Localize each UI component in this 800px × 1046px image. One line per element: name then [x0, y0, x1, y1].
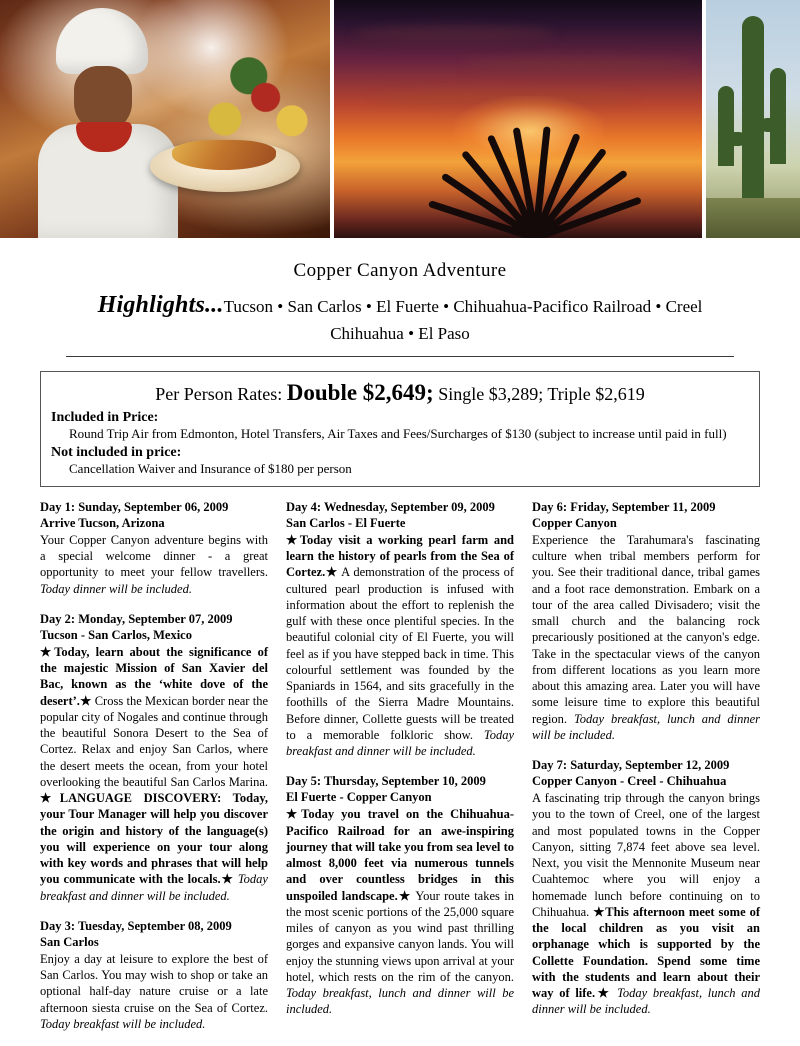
- itinerary-text-segment: ★Today visit a working pearl farm and learn the history of pearls from the Sea of Cortez.★: [286, 532, 514, 580]
- itinerary-day-date: Day 6: Friday, September 11, 2009: [532, 499, 716, 514]
- desert-brush-shape: [706, 198, 800, 238]
- itinerary-day: [532, 499, 760, 743]
- itinerary-text-segment: Today breakfast, lunch and dinner will be included.: [532, 986, 760, 1017]
- title-area: [0, 238, 800, 357]
- rates-other-prices: Single $3,289; Triple $2,619: [433, 384, 645, 405]
- included-in-price-label: Included in Price:: [51, 410, 159, 426]
- itinerary-day: [40, 611, 268, 904]
- plated-food-shape: [172, 140, 276, 170]
- itinerary-day-route: San Carlos: [40, 934, 99, 949]
- itinerary-text-segment: Today breakfast and dinner will be included.: [40, 872, 268, 903]
- itinerary-day-date: Day 5: Thursday, September 10, 2009: [286, 774, 486, 789]
- itinerary-day-title: [40, 918, 268, 950]
- itinerary-day-route: Copper Canyon - Creel - Chihuahua: [532, 774, 727, 789]
- itinerary-text-segment: Today breakfast and dinner will be included.: [286, 727, 514, 759]
- rates-heading: [51, 380, 749, 406]
- itinerary-day-route: El Fuerte - Copper Canyon: [286, 790, 432, 805]
- itinerary-text-segment: Today breakfast will be included.: [40, 1016, 206, 1031]
- divider: [66, 356, 734, 357]
- itinerary-text-segment: Enjoy a day at leisure to explore the best of San Carlos. You may wish to shop or take an optional half-day nature cruise or a late afternoon siesta cruise on the Sea of Cortez.: [40, 951, 268, 1015]
- itinerary-day-description: [286, 532, 514, 760]
- itinerary-column: [286, 499, 514, 1046]
- chef-with-platter-photo: [0, 0, 330, 238]
- itinerary-text-segment: Your route takes in the most scenic portions of the 25,000 square miles of canyon as you wind past thrilling gorges and expansive canyon lands. You will enjoy the stunning views upon arrival at your hotel, which rests on the rim of the canyon.: [286, 888, 514, 984]
- agave-silhouette: [446, 88, 626, 238]
- itinerary-text-segment: A demonstration of the process of cultured pearl production is infused with information about the effort to replenish the gulf with these once plentiful species. In the beautiful colonial city of El Fuerte, you will feel as if you have stepped back in time. This colourful settlement was founded by the Spaniards in 1564, and sits gracefully in the foothills of the Sierra Madre Mountains. Before dinner, Collette guests will be treated to a memorable folkloric show.: [286, 565, 514, 742]
- not-included-in-price-text: Cancellation Waiver and Insurance of $180 per person: [69, 461, 352, 477]
- desert-sunset-agave-photo: [334, 0, 702, 238]
- fruit-arrangement-shape: [196, 56, 316, 146]
- itinerary-day-date: Day 3: Tuesday, September 08, 2009: [40, 918, 232, 933]
- chef-hat-shape: [56, 8, 148, 74]
- itinerary-day: [40, 918, 268, 1032]
- itinerary-day-description: [532, 790, 760, 1018]
- rates-box: [40, 371, 760, 487]
- itinerary-text-segment: Today breakfast, lunch and dinner will be included.: [532, 711, 760, 742]
- itinerary-day-title: [40, 611, 268, 643]
- itinerary-day-date: Day 1: Sunday, September 06, 2009: [40, 499, 229, 514]
- highlights-line: [40, 288, 760, 346]
- itinerary-text-segment: Experience the Tarahumara's fascinating culture when tribal members perform for you. See their traditional dance, tribal games and a foot race demonstration. Embark on a tour of the area called Divisadero; visit the small church and the balancing rock precariously positioned at the canyon's edge. Take in the spectacular views of the canyon from different locations as you learn more about this amazing area. Later you will have some leisure time to explore this beautiful region.: [532, 532, 760, 726]
- itinerary-day-route: Copper Canyon: [532, 515, 617, 530]
- highlights-destinations-line-2: Chihuahua • El Paso: [330, 324, 470, 344]
- highlights-label: Highlights...: [97, 292, 224, 318]
- itinerary-text-segment: ★Today you travel on the Chihuahua-Pacifico Railroad for an awe-inspiring journey that will take you from sea level to almost 8,000 feet via numerous tunnels and over countless bridges in this unspoiled landscape.★: [286, 807, 514, 903]
- itinerary-day-description: [532, 532, 760, 743]
- highlights-destinations-line-1: Tucson • San Carlos • El Fuerte • Chihuahua-Pacifico Railroad • Creel: [223, 297, 703, 316]
- itinerary-day-route: Arrive Tucson, Arizona: [40, 515, 165, 530]
- itinerary-day-title: [532, 757, 760, 789]
- photo-banner: [0, 0, 800, 238]
- itinerary-day-title: [532, 499, 760, 531]
- tour-title: Copper Canyon Adventure: [293, 260, 507, 281]
- itinerary-day-date: Day 2: Monday, September 07, 2009: [40, 611, 233, 626]
- itinerary-day-description: [40, 532, 268, 597]
- not-included-in-price-label: Not included in price:: [51, 445, 182, 461]
- itinerary-day-title: [40, 499, 268, 531]
- itinerary-day-date: Day 4: Wednesday, September 09, 2009: [286, 499, 495, 514]
- itinerary-text-segment: ★Today, learn about the significance of the majestic Mission of San Xavier del Bac, known as the ‘white dove of the desert’.★: [40, 644, 268, 708]
- itinerary-day-description: [40, 644, 268, 904]
- cactus-arm-shape: [760, 118, 786, 132]
- itinerary-columns: [0, 487, 800, 1046]
- itinerary-text-segment: Today breakfast, lunch and dinner will be included.: [286, 986, 514, 1017]
- itinerary-day-description: [286, 806, 514, 1017]
- itinerary-day-date: Day 7: Saturday, September 12, 2009: [532, 758, 730, 773]
- itinerary-text-segment: ★LANGUAGE DISCOVERY: Today, your Tour Manager will help you discover the origin and history of the language(s) you will experience on your tour along with key words and phrases that will help you communicate with the locals.★: [40, 791, 268, 887]
- itinerary-day: [532, 757, 760, 1018]
- itinerary-text-segment: ★This afternoon meet some of the local children as you visit an orphanage which is supported by the Collette Foundation. Spend some time with the students and learn about their way of life.★: [532, 904, 760, 1001]
- itinerary-text-segment: Your Copper Canyon adventure begins with a special welcome dinner - a great opportunity to meet your fellow travellers.: [40, 532, 268, 580]
- itinerary-column: [532, 499, 760, 1046]
- itinerary-column: [40, 499, 268, 1046]
- itinerary-day: [286, 773, 514, 1017]
- included-in-price-text: Round Trip Air from Edmonton, Hotel Transfers, Air Taxes and Fees/Surcharges of $130 (subject to increase until paid in full): [69, 426, 727, 442]
- rates-double-price: Double $2,649;: [286, 380, 434, 406]
- itinerary-day-description: [40, 951, 268, 1032]
- itinerary-day: [40, 499, 268, 597]
- itinerary-day-title: [286, 773, 514, 805]
- itinerary-day-route: Tucson - San Carlos, Mexico: [40, 627, 192, 642]
- cloud-shape: [464, 58, 694, 70]
- itinerary-text-segment: A fascinating trip through the canyon brings you to the town of Creel, one of the largest and most populated towns in the Copper Canyon, sitting 7,874 feet above sea level. Next, you visit the Mennonite Museum near Cuahtemoc where you will enjoy a homemade lunch before continuing on to Chihuahua.: [532, 791, 760, 919]
- cloud-shape: [354, 26, 554, 42]
- itinerary-text-segment: Cross the Mexican border near the popular city of Nogales and continue through the beautiful Sonora Desert to the Sea of Cortez. Relax and enjoy San Carlos, where the desert meets the ocean, from your hotel overlooking the beautiful San Carlos Marina.: [40, 693, 268, 789]
- itinerary-day-title: [286, 499, 514, 531]
- itinerary-text-segment: Today dinner will be included.: [40, 581, 192, 596]
- itinerary-day: [286, 499, 514, 760]
- saguaro-cactus-photo: [706, 0, 800, 238]
- itinerary-day-route: San Carlos - El Fuerte: [286, 515, 406, 530]
- rates-heading-prefix: Per Person Rates:: [155, 384, 287, 405]
- cactus-arm-shape: [720, 132, 746, 146]
